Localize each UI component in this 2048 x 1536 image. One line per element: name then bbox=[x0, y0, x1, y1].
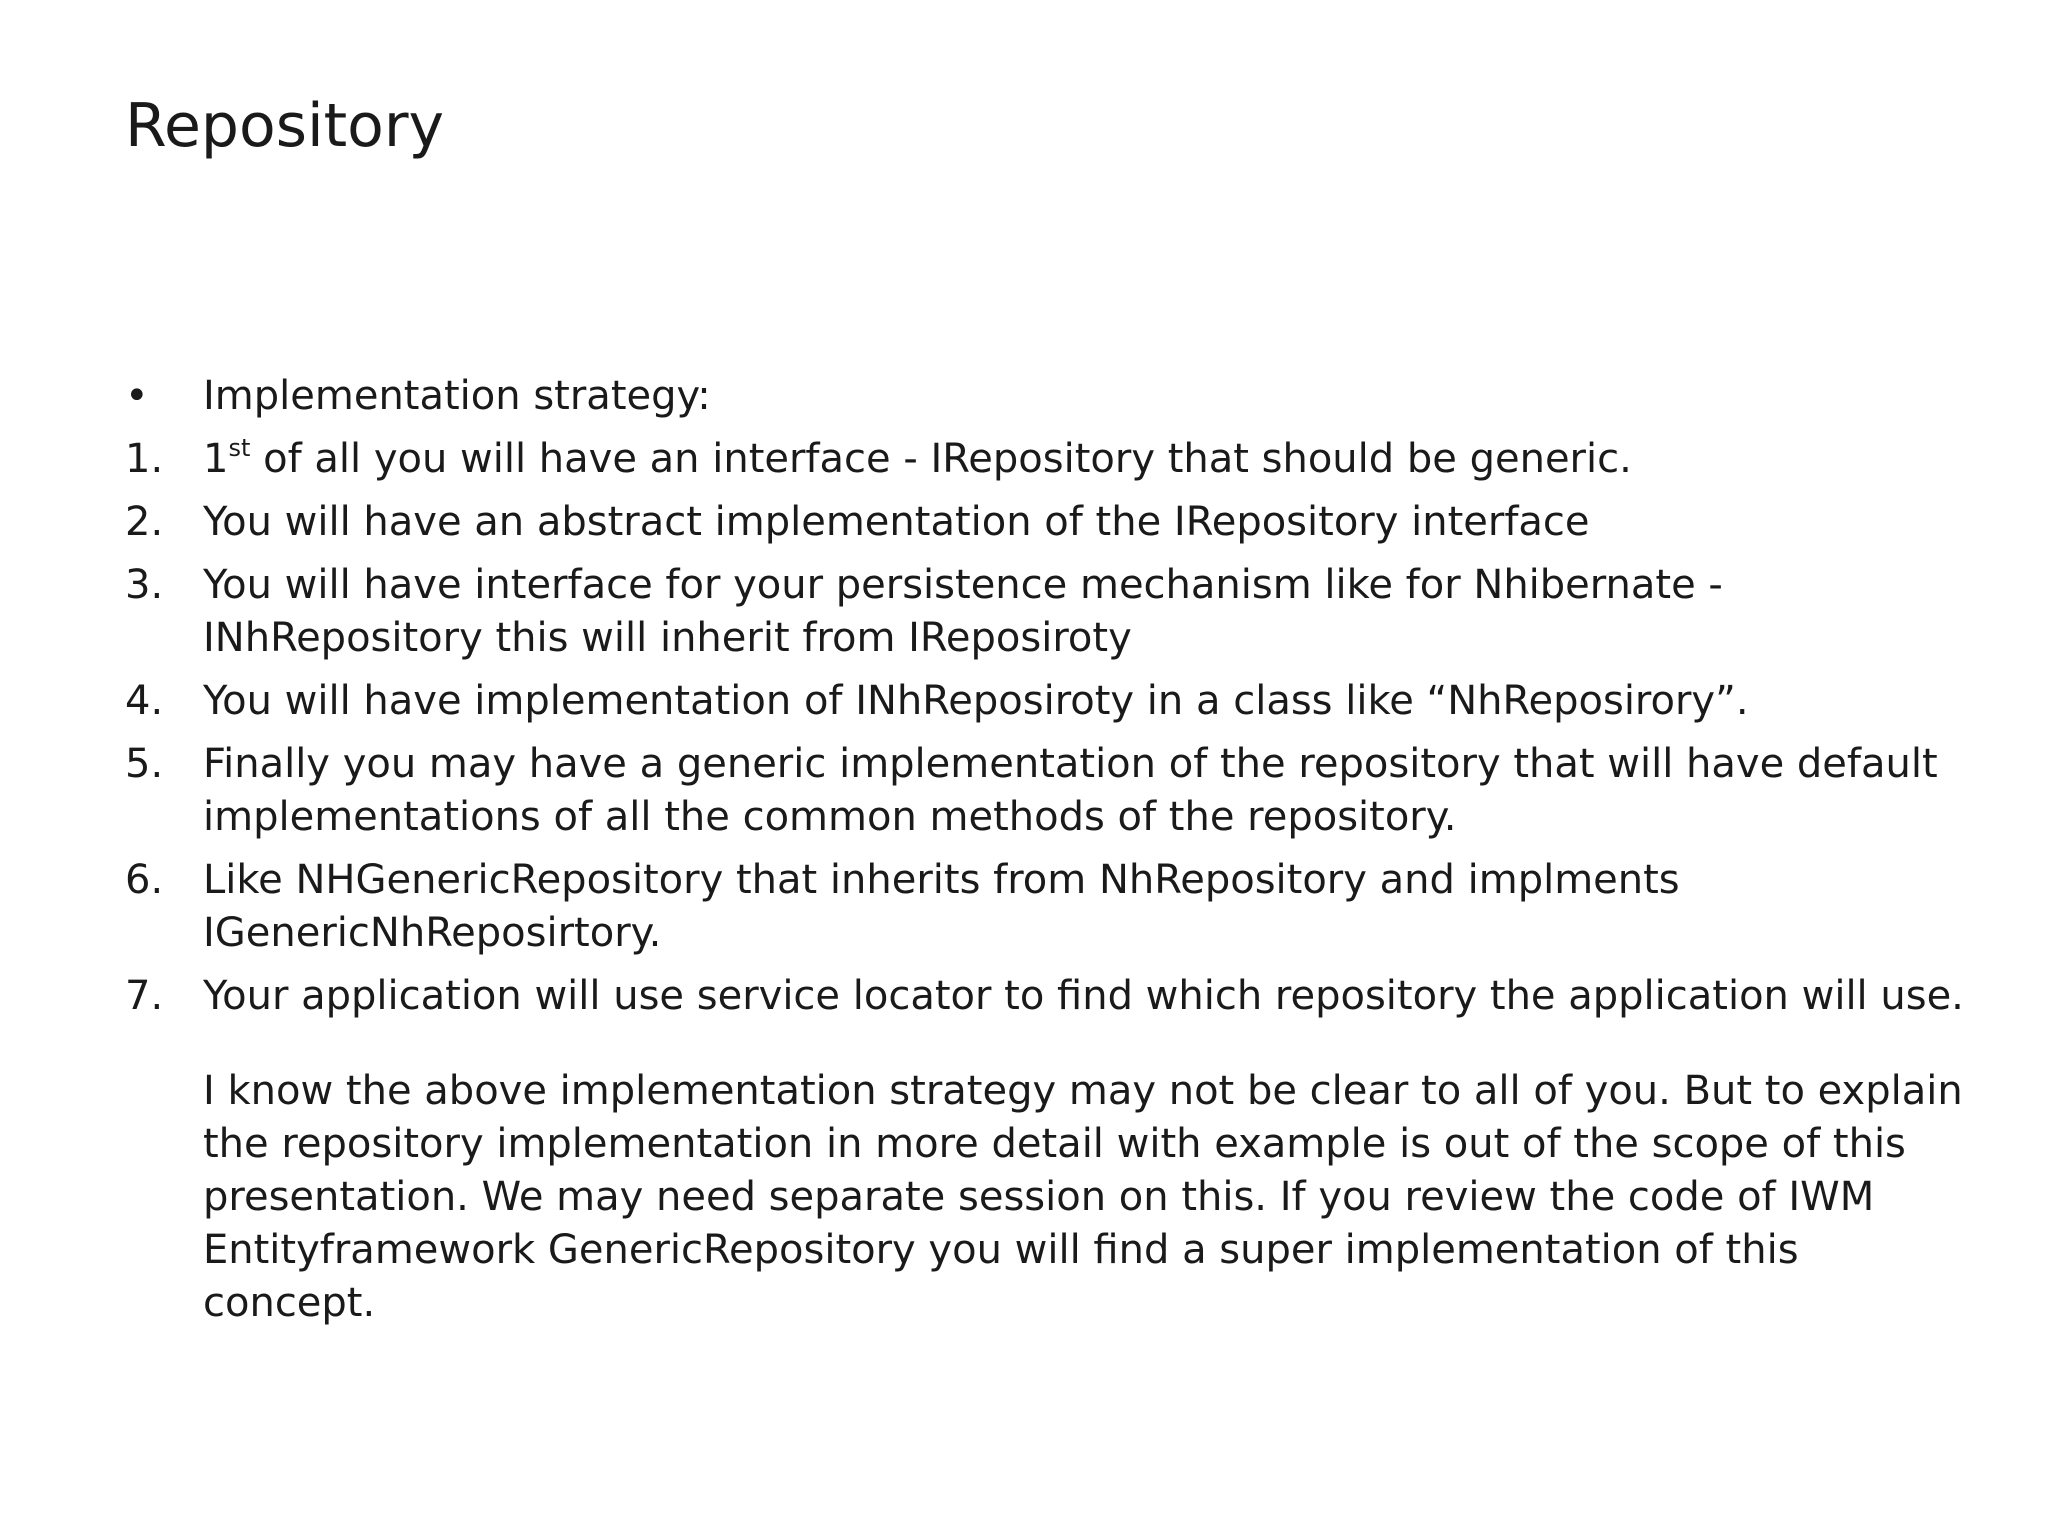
bullet-text: Implementation strategy: bbox=[203, 373, 711, 419]
list-number: 7. bbox=[125, 973, 164, 1019]
list-number: 1. bbox=[125, 436, 164, 482]
list-item-2 bbox=[125, 496, 1965, 549]
slide-body bbox=[125, 370, 1965, 1330]
list-item-1 bbox=[125, 433, 1965, 486]
list-text-rest: of all you will have an interface - IRepository that should be generic. bbox=[250, 436, 1632, 482]
list-item-4 bbox=[125, 675, 1965, 728]
list-number: 2. bbox=[125, 499, 164, 545]
list-item-6 bbox=[125, 854, 1965, 960]
list-text: Your application will use service locator to find which repository the application will use. bbox=[203, 973, 1964, 1019]
list-item-7 bbox=[125, 970, 1965, 1023]
ordinal-suffix: st bbox=[228, 434, 251, 462]
list-number: 3. bbox=[125, 562, 164, 608]
closing-note: I know the above implementation strategy may not be clear to all of you. But to explain the repository implementation in more detail with example is out of the scope of this presentation. We may need separate session on this. If you review the code of IWM Entityframework GenericRepository you will find a super implementation of this concept. bbox=[203, 1068, 1963, 1326]
ordinal-number: 1 bbox=[203, 436, 229, 482]
bullet-item bbox=[125, 370, 1965, 423]
list-text: You will have interface for your persistence mechanism like for Nhibernate - INhRepository this will inherit from IReposiroty bbox=[203, 562, 1723, 661]
list-item-5 bbox=[125, 738, 1965, 844]
bullet-marker: • bbox=[125, 373, 149, 419]
list-text bbox=[203, 436, 1632, 482]
list-number: 5. bbox=[125, 741, 164, 787]
list-number: 4. bbox=[125, 678, 164, 724]
list-text: You will have implementation of INhReposiroty in a class like “NhReposirory”. bbox=[203, 678, 1749, 724]
list-text: You will have an abstract implementation of the IRepository interface bbox=[203, 499, 1590, 545]
list-item-3 bbox=[125, 559, 1965, 665]
slide-title: Repository bbox=[125, 91, 445, 161]
list-number: 6. bbox=[125, 857, 164, 903]
list-text: Like NHGenericRepository that inherits from NhRepository and implments IGenericNhReposirtory. bbox=[203, 857, 1680, 956]
list-text: Finally you may have a generic implementation of the repository that will have default implementations of all the common methods of the repository. bbox=[203, 741, 1938, 840]
